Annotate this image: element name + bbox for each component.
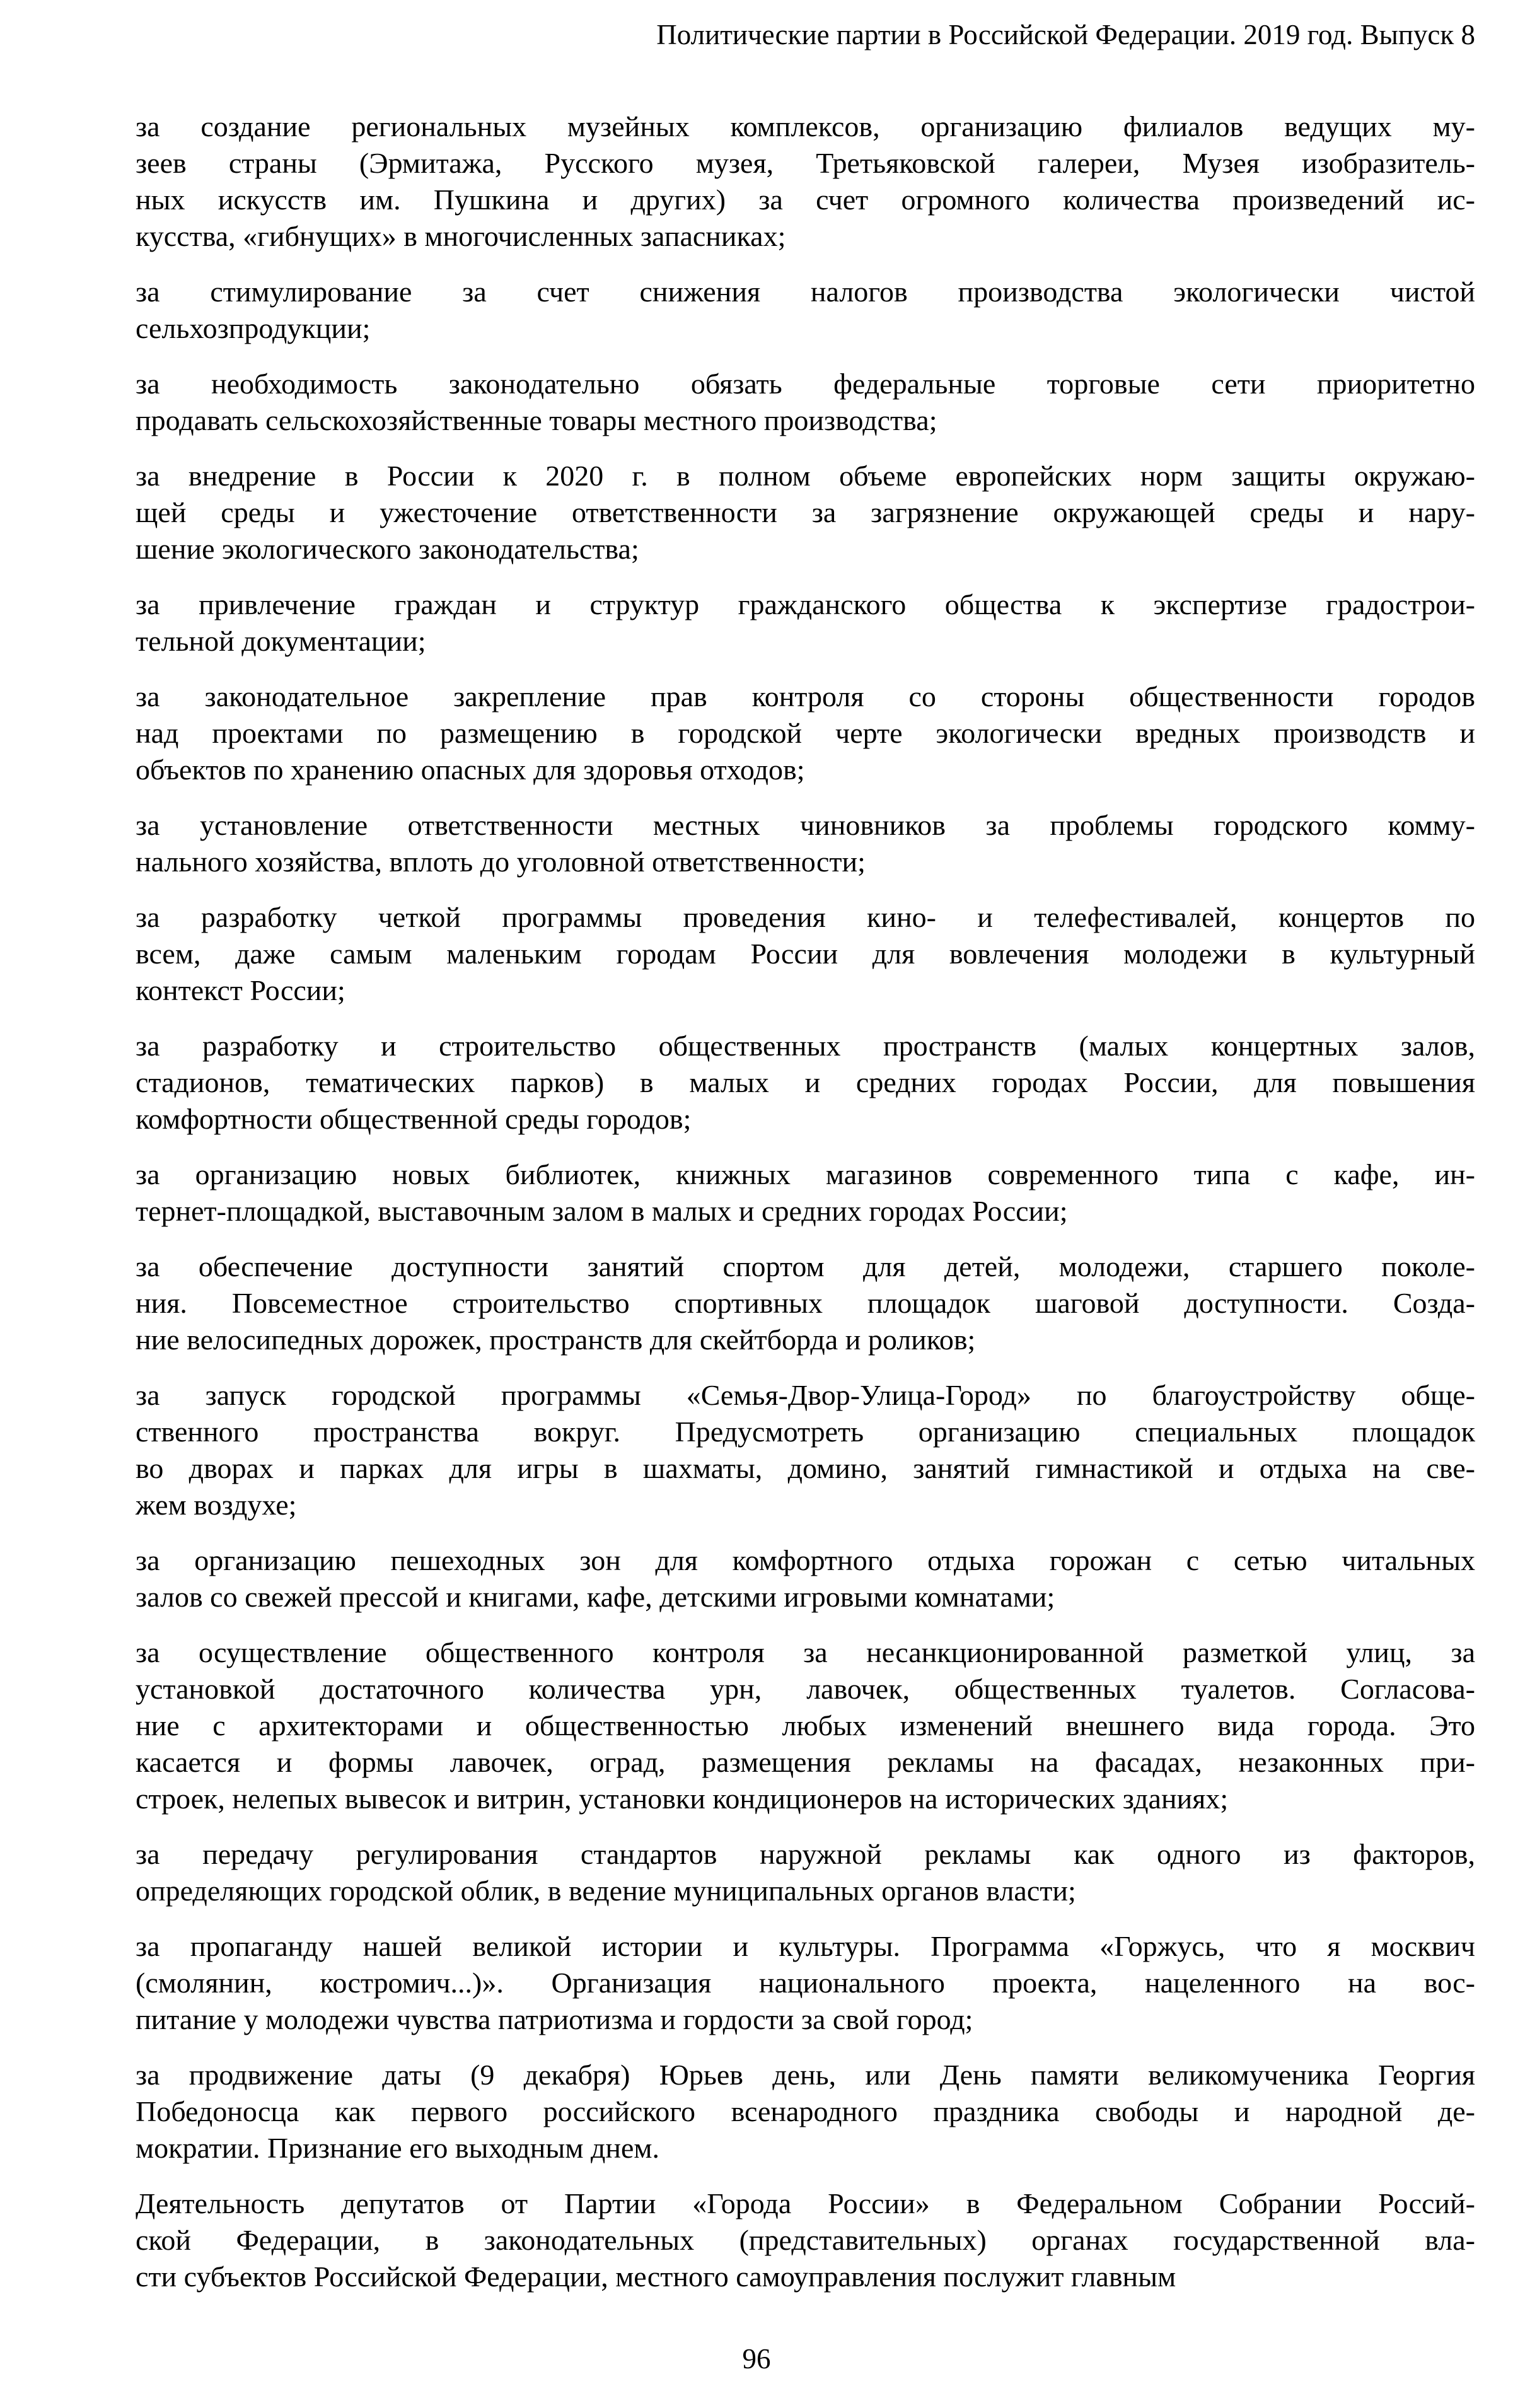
text-line: за привлечение граждан и структур гражданского общества к экспертизе градострои- [136,588,1475,620]
text-line: строек, нелепых вывесок и витрин, установки кондиционеров на исторических зданиях; [136,1783,1229,1815]
text-line: за внедрение в России к 2020 г. в полном объеме европейских норм защиты окружаю- [136,460,1475,492]
paragraph [136,1634,1475,1817]
paragraph [136,366,1475,439]
text-line: за разработку и строительство общественных пространств (малых концертных залов, [136,1030,1475,1062]
text-line: касается и формы лавочек, оград, размещения рекламы на фасадах, незаконных при- [136,1746,1475,1778]
text-line: ния. Повсеместное строительство спортивных площадок шаговой доступности. Созда- [136,1287,1475,1319]
text-line: сти субъектов Российской Федерации, местного самоуправления послужит главным [136,2260,1176,2293]
text-line: за обеспечение доступности занятий спортом для детей, молодежи, старшего поколе- [136,1250,1475,1283]
text-line: за запуск городской программы «Семья-Двор-Улица-Город» по благоустройству обще- [136,1379,1475,1411]
text-line: комфортности общественной среды городов; [136,1103,692,1135]
paragraph [136,1836,1475,1909]
paragraph [136,586,1475,660]
paragraph [136,1542,1475,1615]
text-line: за организацию пешеходных зон для комфортного отдыха горожан с сетью читальных [136,1544,1475,1576]
text-line: шение экологического законодательства; [136,533,639,565]
text-line: сельхозпродукции; [136,312,371,344]
paragraph [136,1156,1475,1230]
paragraph [136,458,1475,567]
text-line: кусства, «гибнущих» в многочисленных запасниках; [136,220,786,252]
text-line: щей среды и ужесточение ответственности за загрязнение окружающей среды и нару- [136,496,1475,528]
text-line: ской Федерации, в законодательных (представительных) органах государственной вла- [136,2224,1475,2256]
text-line: за создание региональных музейных комплексов, организацию филиалов ведущих му- [136,110,1475,143]
text-line: за организацию новых библиотек, книжных магазинов современного типа с кафе, ин- [136,1158,1475,1190]
text-line: ных искусств им. Пушкина и других) за счет огромного количества произведений ис- [136,183,1475,216]
text-line: контекст России; [136,974,345,1006]
paragraph [136,1928,1475,2038]
paragraph [136,1028,1475,1137]
text-line: стадионов, тематических парков) в малых и средних городах России, для повышения [136,1066,1475,1098]
text-line: объектов по хранению опасных для здоровья отходов; [136,753,805,786]
text-line: Деятельность депутатов от Партии «Города России» в Федеральном Собрании Россий- [136,2187,1475,2219]
text-line: Победоносца как первого российского всенародного праздника свободы и народной де- [136,2095,1475,2127]
paragraph [136,108,1475,255]
text-line: за законодательное закрепление прав контроля со стороны общественности городов [136,680,1475,713]
text-line: за осуществление общественного контроля за несанкционированной разметкой улиц, за [136,1636,1475,1668]
text-line: продавать сельскохозяйственные товары местного производства; [136,404,937,436]
running-header: Политические партии в Российской Федерации. 2019 год. Выпуск 8 [656,19,1475,50]
paragraph [136,2057,1475,2167]
text-line: ние с архитекторами и общественностью любых изменений внешнего вида города. Это [136,1709,1475,1742]
text-line: за продвижение даты (9 декабря) Юрьев день, или День памяти великомученика Георгия [136,2059,1475,2091]
text-line: нального хозяйства, вплоть до уголовной ответственности; [136,846,866,878]
paragraph [136,807,1475,880]
text-line: мократии. Признание его выходным днем. [136,2132,659,2164]
page-number: 96 [742,2343,771,2375]
text-line: за пропаганду нашей великой истории и культуры. Программа «Горжусь, что я москвич [136,1930,1475,1962]
text-line: ние велосипедных дорожек, пространств для скейтборда и роликов; [136,1323,976,1356]
text-line: за стимулирование за счет снижения налогов производства экологически чистой [136,276,1475,308]
text-line: во дворах и парках для игры в шахматы, домино, занятий гимнастикой и отдыха на све- [136,1452,1475,1484]
text-line: жем воздухе; [136,1489,297,1521]
text-line: (смолянин, костромич...)». Организация национального проекта, нацеленного на вос- [136,1967,1475,1999]
paragraph [136,274,1475,347]
text-line: залов со свежей прессой и книгами, кафе, детскими игровыми комнатами; [136,1581,1055,1613]
text-line: за необходимость законодательно обязать федеральные торговые сети приоритетно [136,368,1475,400]
text-line: питание у молодежи чувства патриотизма и гордости за свой город; [136,2003,973,2035]
text-line: за разработку четкой программы проведения кино- и телефестивалей, концертов по [136,901,1475,933]
text-line: всем, даже самым маленьким городам России для вовлечения молодежи в культурный [136,938,1475,970]
text-line: за передачу регулирования стандартов наружной рекламы как одного из факторов, [136,1838,1475,1870]
paragraph [136,678,1475,788]
text-line: тельной документации; [136,625,426,657]
paragraph [136,1248,1475,1358]
paragraph [136,1377,1475,1523]
paragraph [136,899,1475,1009]
text-line: над проектами по размещению в городской черте экологически вредных производств и [136,717,1475,749]
page-body [136,108,1475,2314]
text-line: ственного пространства вокруг. Предусмотреть организацию специальных площадок [136,1416,1475,1448]
text-line: за установление ответственности местных чиновников за проблемы городского комму- [136,809,1475,841]
paragraph [136,2185,1475,2295]
text-line: установкой достаточного количества урн, лавочек, общественных туалетов. Согласова- [136,1673,1475,1705]
text-line: зеев страны (Эрмитажа, Русского музея, Третьяковской галереи, Музея изобразитель- [136,147,1475,179]
text-line: определяющих городской облик, в ведение муниципальных органов власти; [136,1875,1076,1907]
text-line: тернет-площадкой, выставочным залом в малых и средних городах России; [136,1195,1068,1227]
